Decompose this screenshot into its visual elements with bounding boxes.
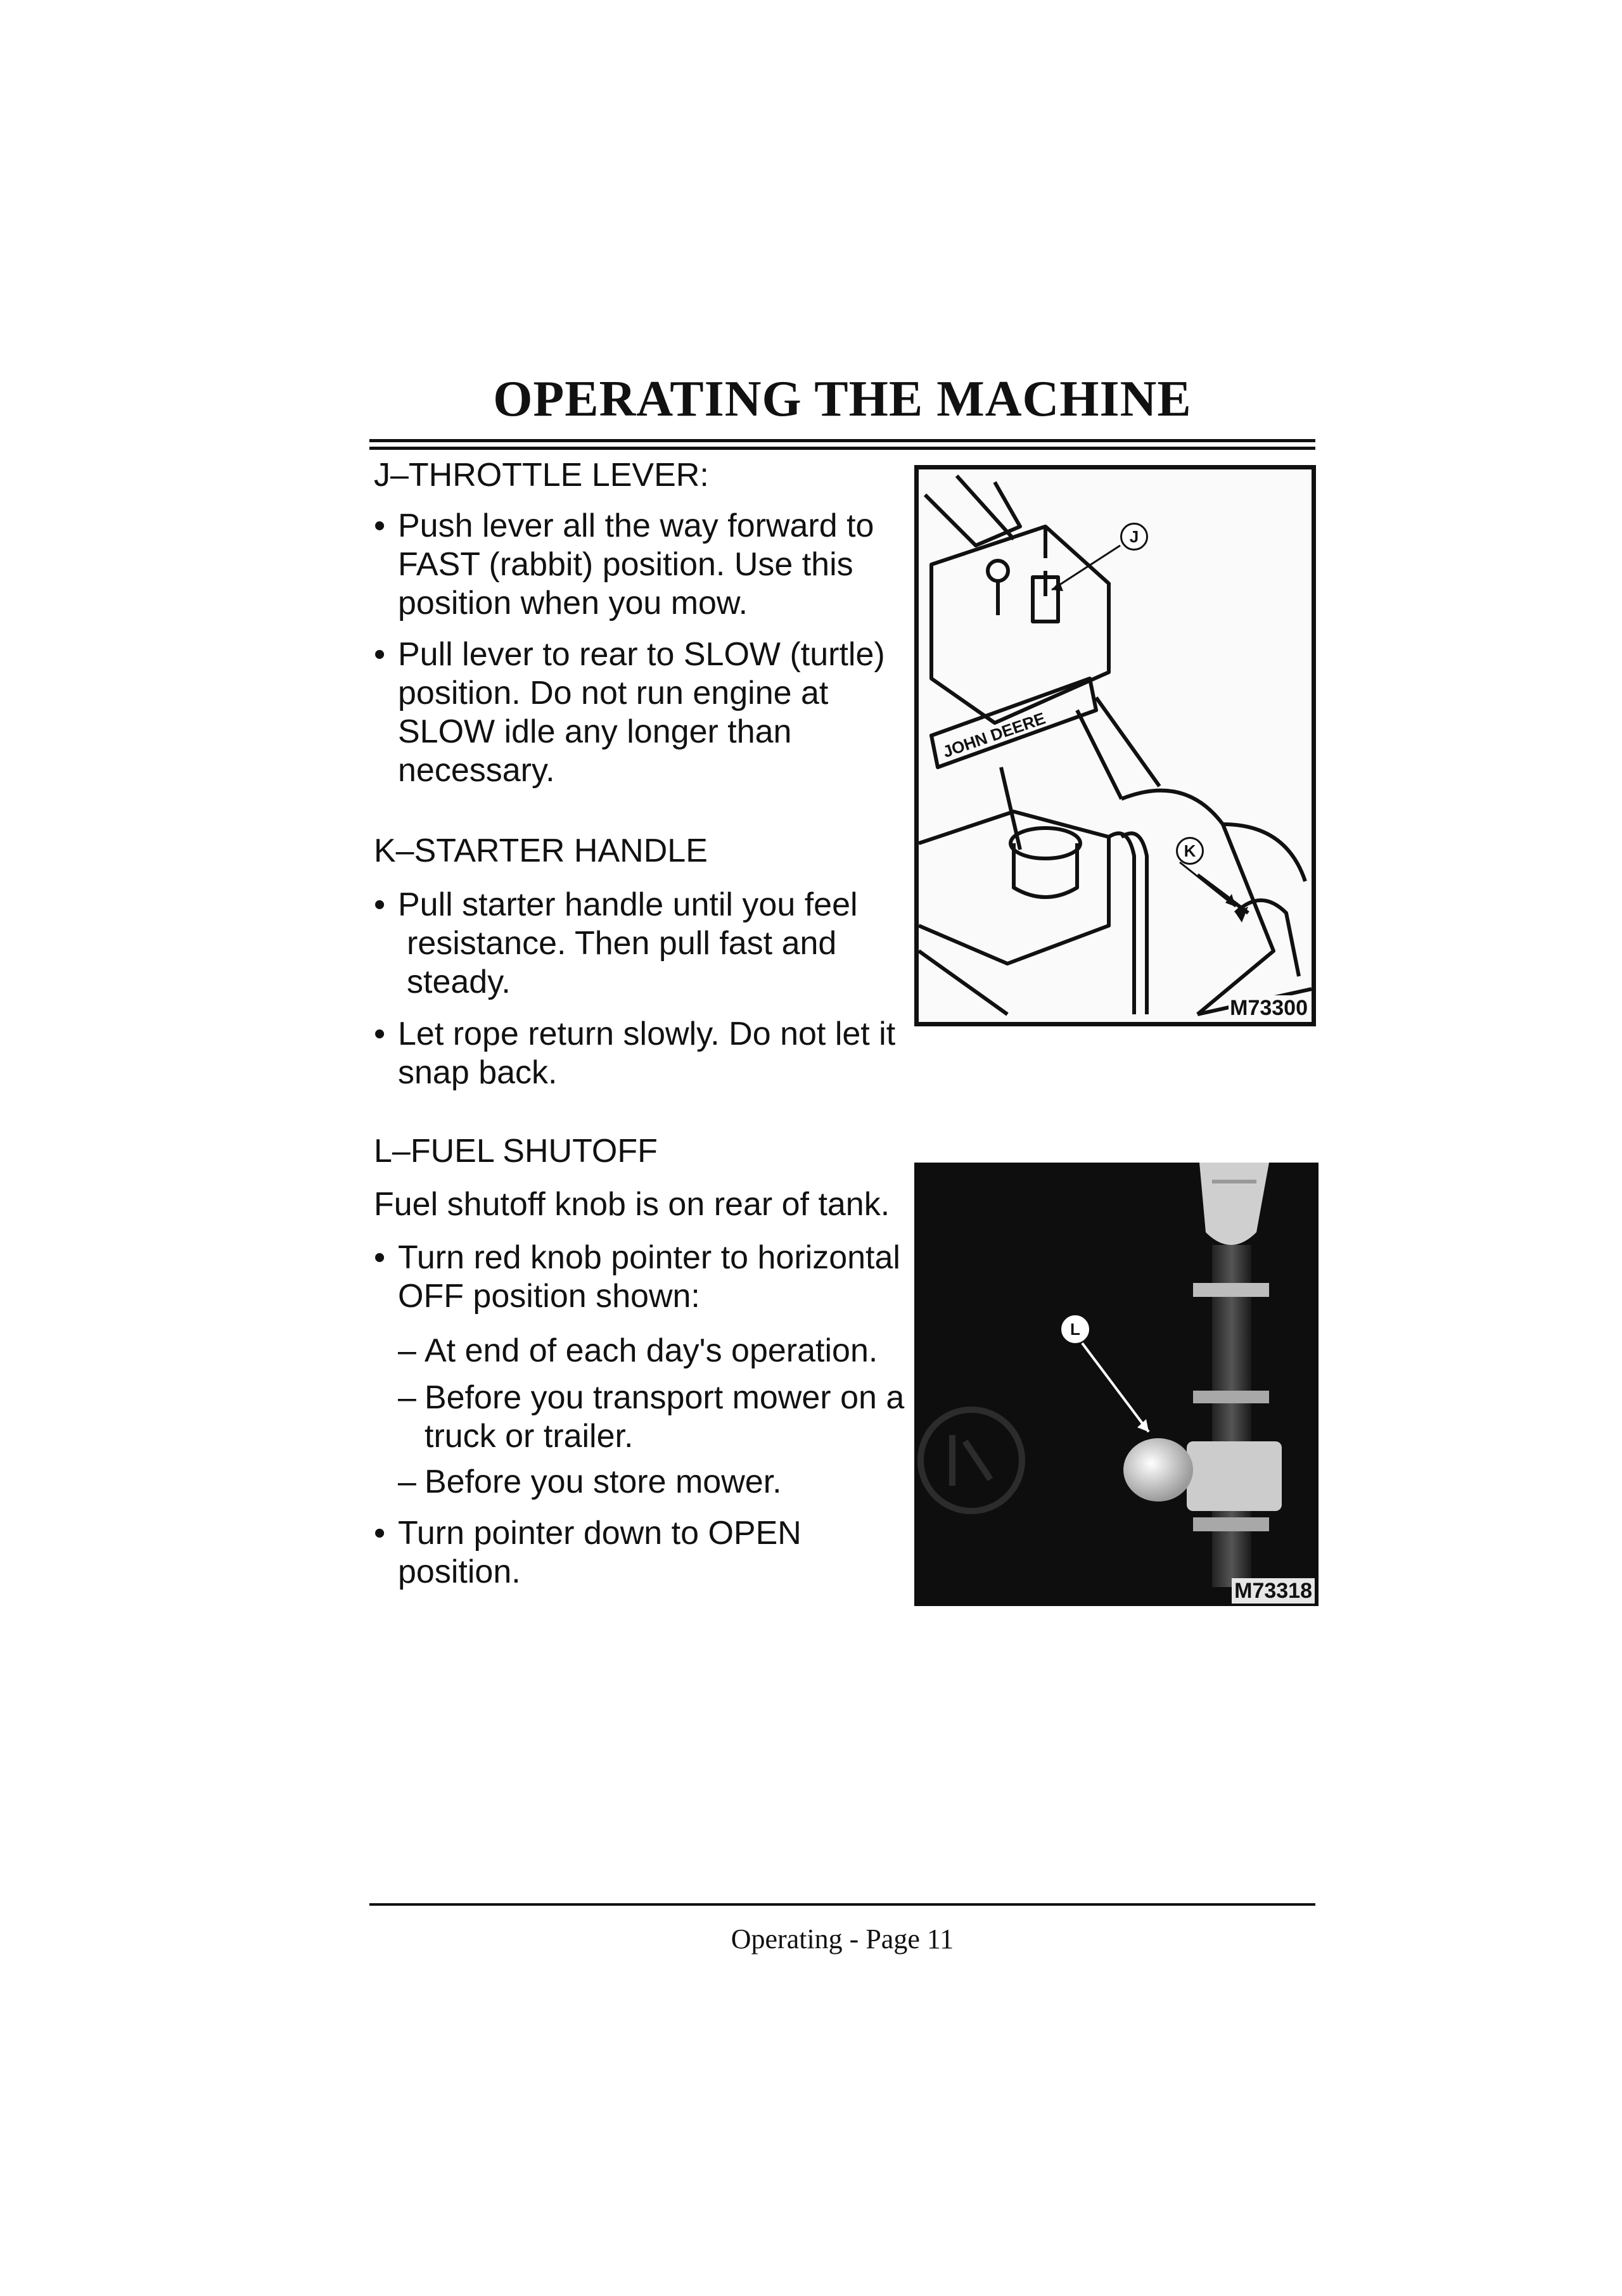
fuel-dash-2-text: Before you transport mower on a truck or trailer. bbox=[425, 1379, 905, 1455]
fuel-valve-figure bbox=[914, 1163, 1319, 1606]
starter-heading: K–STARTER HANDLE bbox=[374, 832, 708, 869]
fuel-bullet-1-text: Turn red knob pointer to horizontal OFF position shown: bbox=[398, 1239, 900, 1315]
brand-plate-text: JOHN DEERE bbox=[940, 708, 1048, 762]
page-title: OPERATING THE MACHINE bbox=[493, 371, 1192, 427]
engine-figure-code: M73300 bbox=[1230, 996, 1308, 1020]
fuel-dash-1 bbox=[398, 1332, 924, 1370]
title-rule-lower bbox=[369, 447, 1315, 450]
engine-illustration-icon bbox=[919, 469, 1312, 1022]
callout-l: L bbox=[1061, 1315, 1089, 1343]
dash-mark: – bbox=[398, 1379, 416, 1416]
throttle-bullet-2-text: Pull lever to rear to SLOW (turtle) position. Do not run engine at SLOW idle any longer than necessary. bbox=[398, 636, 885, 789]
bullet-mark: • bbox=[374, 1239, 386, 1276]
fuel-dash-3-text: Before you store mower. bbox=[425, 1464, 782, 1500]
fuel-bullet-2-text: Turn pointer down to OPEN position. bbox=[398, 1515, 801, 1590]
engine-figure bbox=[914, 465, 1316, 1026]
starter-bullet-2 bbox=[374, 1015, 919, 1092]
page-footer: Operating - Page 11 bbox=[731, 1923, 954, 1955]
bullet-mark: • bbox=[374, 636, 386, 673]
callout-k: K bbox=[1176, 837, 1204, 865]
callout-j: J bbox=[1120, 523, 1148, 551]
dash-mark: – bbox=[398, 1464, 416, 1500]
dash-mark: – bbox=[398, 1332, 416, 1369]
fuel-dash-3 bbox=[398, 1463, 924, 1502]
throttle-bullet-1 bbox=[374, 507, 919, 623]
fuel-intro: Fuel shutoff knob is on rear of tank. bbox=[374, 1186, 890, 1223]
fuel-dash-2 bbox=[398, 1379, 924, 1456]
fuel-valve-figure-code: M73318 bbox=[1232, 1578, 1315, 1604]
fuel-bullet-2 bbox=[374, 1514, 919, 1591]
bullet-mark: • bbox=[374, 507, 386, 544]
fuel-bullet-1 bbox=[374, 1239, 919, 1316]
fuel-valve-photo-icon bbox=[914, 1163, 1319, 1606]
bullet-mark: • bbox=[374, 1515, 386, 1552]
throttle-bullet-1-text: Push lever all the way forward to FAST (rabbit) position. Use this position when you mow. bbox=[398, 507, 874, 622]
bullet-mark: • bbox=[374, 1016, 386, 1052]
starter-bullet-1 bbox=[374, 886, 919, 1002]
throttle-heading: J–THROTTLE LEVER: bbox=[374, 457, 709, 494]
fuel-dash-1-text: At end of each day's operation. bbox=[425, 1332, 878, 1369]
starter-bullet-2-text: Let rope return slowly. Do not let it snap back. bbox=[398, 1016, 896, 1091]
bullet-mark: • bbox=[374, 886, 386, 923]
starter-bullet-1-text: Pull starter handle until you feel resistance. Then pull fast and steady. bbox=[398, 886, 858, 1000]
footer-rule bbox=[369, 1903, 1315, 1906]
fuel-heading: L–FUEL SHUTOFF bbox=[374, 1133, 658, 1170]
throttle-bullet-2 bbox=[374, 635, 919, 790]
title-rule-upper bbox=[369, 439, 1315, 442]
